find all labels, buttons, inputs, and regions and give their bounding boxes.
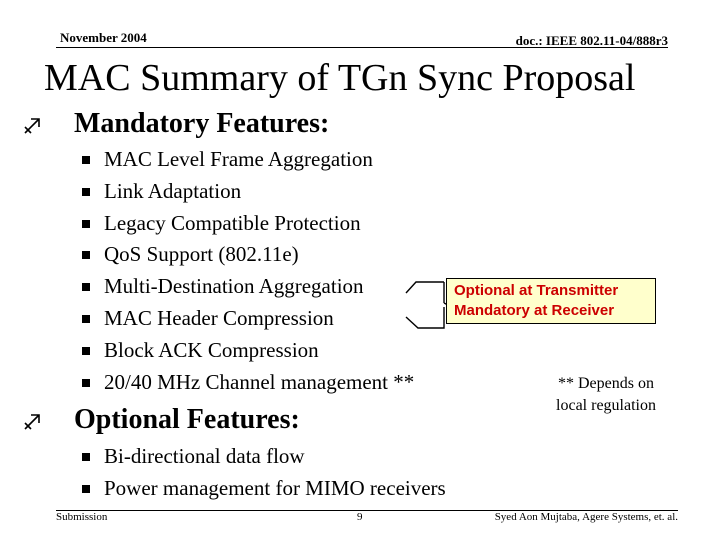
list-item: QoS Support (802.11e)	[104, 241, 299, 267]
square-bullet-icon	[82, 156, 90, 164]
list-item: Power management for MIMO receivers	[104, 475, 446, 501]
square-bullet-icon	[82, 379, 90, 387]
slide-title: MAC Summary of TGn Sync Proposal	[44, 57, 636, 99]
square-bullet-icon	[82, 188, 90, 196]
square-bullet-icon	[82, 315, 90, 323]
arrow-bullet-icon	[22, 410, 44, 432]
square-bullet-icon	[82, 485, 90, 493]
square-bullet-icon	[82, 453, 90, 461]
footer-author: Syed Aon Mujtaba, Agere Systems, et. al.	[494, 511, 678, 523]
footer-submission: Submission	[56, 511, 108, 523]
square-bullet-icon	[82, 220, 90, 228]
list-item: Link Adaptation	[104, 178, 241, 204]
footer-page-number: 9	[357, 511, 363, 523]
arrow-bullet-icon	[22, 114, 44, 136]
list-item: MAC Level Frame Aggregation	[104, 146, 373, 172]
list-item: 20/40 MHz Channel management **	[104, 369, 414, 395]
header-divider	[56, 47, 668, 48]
square-bullet-icon	[82, 283, 90, 291]
note-line-1: ** Depends on	[558, 375, 654, 392]
square-bullet-icon	[82, 347, 90, 355]
transmitter-receiver-callout	[446, 278, 656, 324]
mandatory-heading	[74, 107, 329, 141]
callout-line-2: Mandatory at Receiver	[454, 302, 615, 319]
optional-heading	[74, 403, 300, 437]
list-item: Legacy Compatible Protection	[104, 210, 361, 236]
note-line-2: local regulation	[556, 397, 656, 414]
regulation-note	[536, 373, 676, 417]
square-bullet-icon	[82, 251, 90, 259]
header-doc-id: doc.: IEEE 802.11-04/888r3	[515, 33, 668, 48]
list-item: MAC Header Compression	[104, 305, 334, 331]
list-item: Multi-Destination Aggregation	[104, 273, 364, 299]
callout-line-1: Optional at Transmitter	[454, 282, 619, 299]
brace-connector-icon	[404, 279, 448, 331]
header-date: November 2004	[60, 30, 147, 45]
optional-heading-text: Optional Features:	[74, 404, 300, 435]
list-item: Bi-directional data flow	[104, 443, 305, 469]
mandatory-heading-text: Mandatory Features:	[74, 108, 330, 139]
list-item: Block ACK Compression	[104, 337, 319, 363]
